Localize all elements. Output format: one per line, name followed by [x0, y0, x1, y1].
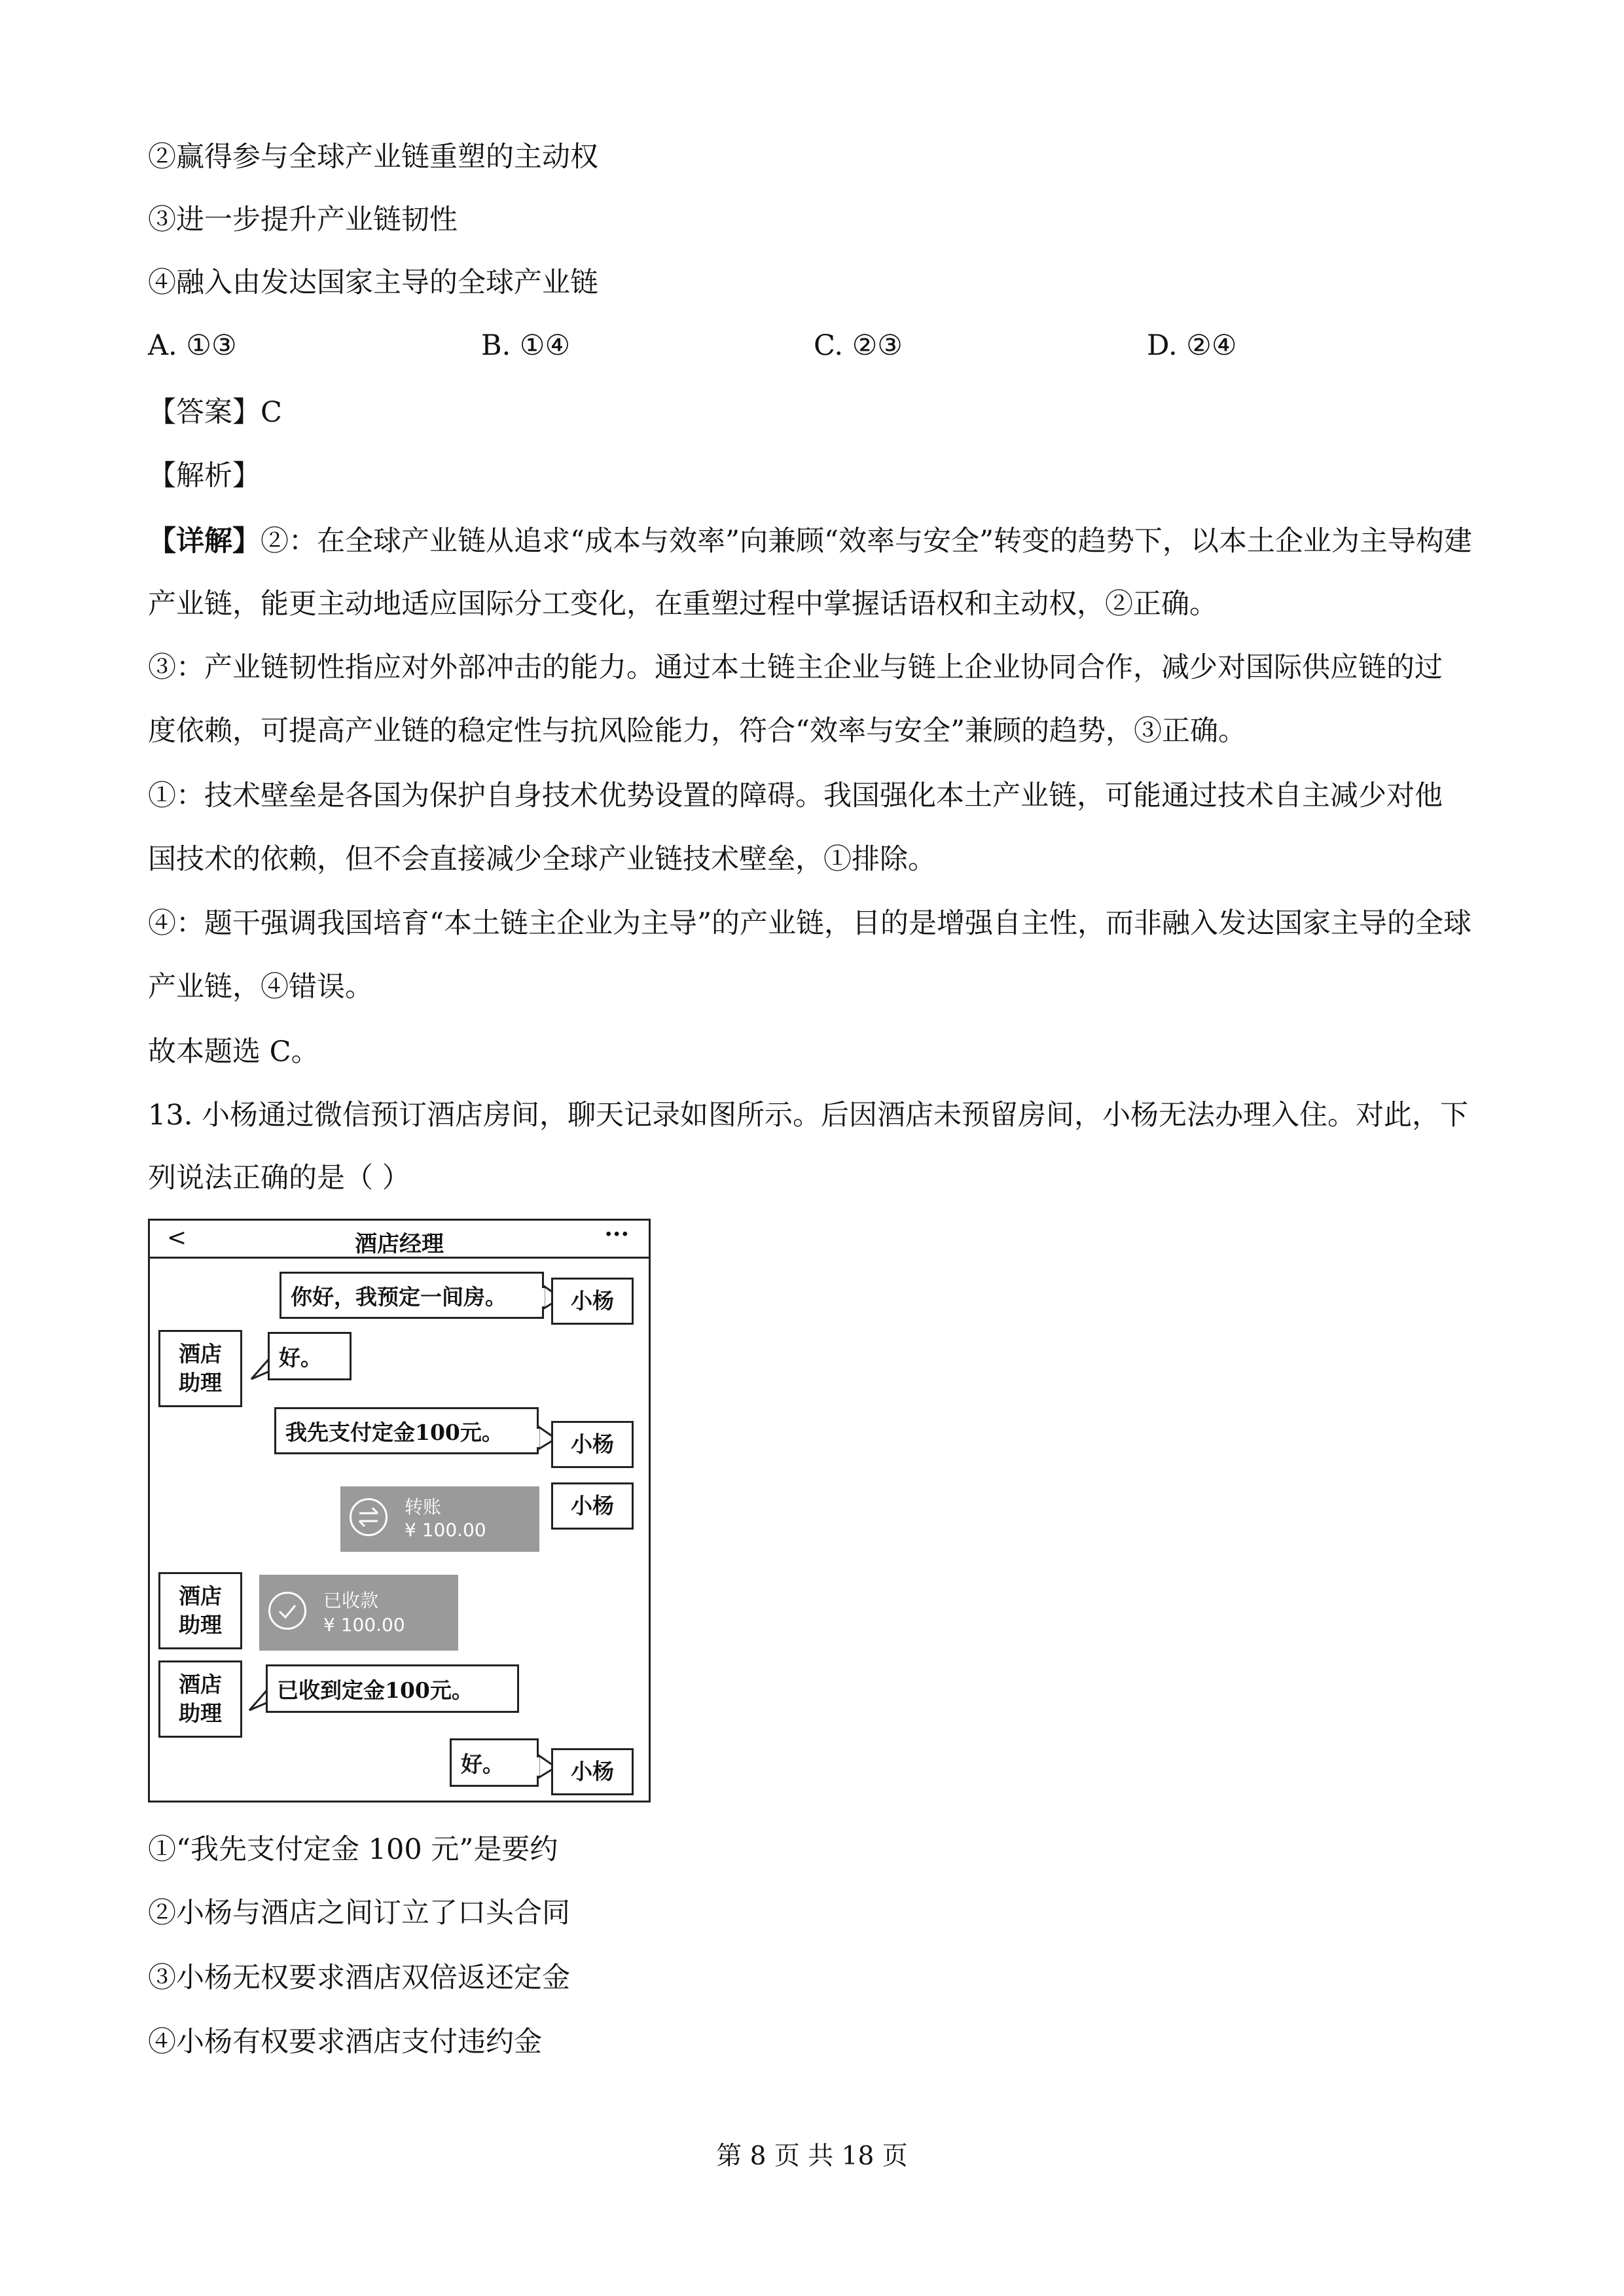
back-icon[interactable]: <	[167, 1225, 187, 1251]
received-amount: ¥ 100.00	[323, 1614, 405, 1636]
detail-paragraph-2b: 度依赖，可提高产业链的稳定性与抗风险能力，符合“效率与安全”兼顾的趋势，③正确。	[148, 715, 1246, 747]
avatar-user: 小杨	[551, 1748, 634, 1795]
option-line-2: ②赢得参与全球产业链重塑的主动权	[148, 141, 598, 173]
page-footer: 第 8 页 共 18 页	[716, 2142, 908, 2171]
message-user-1: 你好，我预定一间房。	[280, 1272, 544, 1319]
received-card[interactable]	[259, 1575, 458, 1651]
statement-1: ①“我先支付定金 100 元”是要约	[148, 1833, 558, 1866]
avatar-user: 小杨	[551, 1482, 634, 1530]
option-line-3: ③进一步提升产业链韧性	[148, 204, 458, 236]
detail-paragraph-1b: 产业链，能更主动地适应国际分工变化，在重塑过程中掌握话语权和主动权，②正确。	[148, 588, 1218, 620]
chat-header	[150, 1221, 649, 1259]
avatar-label-line-1: 酒店	[179, 1341, 222, 1367]
choice-b: B. ①④	[481, 329, 571, 362]
check-icon	[268, 1592, 306, 1630]
transfer-card[interactable]	[340, 1486, 539, 1552]
transfer-amount: ¥ 100.00	[405, 1519, 486, 1541]
transfer-icon	[350, 1498, 388, 1536]
choice-c: C. ②③	[814, 329, 903, 362]
choice-a: A. ①③	[148, 329, 237, 362]
avatar-hotel-assistant	[158, 1330, 242, 1407]
avatar-label-line-2: 助理	[179, 1700, 222, 1726]
detail-paragraph-2a: ③：产业链韧性指应对外部冲击的能力。通过本土链主企业与链上企业协同合作，减少对国际供应链的过	[148, 651, 1443, 684]
avatar-hotel-assistant	[158, 1660, 242, 1738]
detail-paragraph-4b: 产业链，④错误。	[148, 971, 373, 1003]
detail-paragraph-3b: 国技术的依赖，但不会直接减少全球产业链技术壁垒，①排除。	[148, 843, 936, 876]
chat-title: 酒店经理	[355, 1231, 444, 1257]
message-user-3: 好。	[450, 1738, 539, 1787]
avatar-label-line-1: 酒店	[179, 1583, 222, 1609]
message-user-2: 我先支付定金100元。	[274, 1407, 539, 1454]
avatar-label-line-1: 酒店	[179, 1672, 222, 1697]
detail-paragraph-1a	[148, 522, 1472, 561]
transfer-label: 转账	[405, 1496, 442, 1518]
detail-text: ②：在全球产业链从追求“成本与效率”向兼顾“效率与安全”转变的趋势下，以本土企业为主导构建	[261, 525, 1472, 558]
detail-paragraph-3a: ①：技术壁垒是各国为保护自身技术优势设置的障碍。我国强化本土产业链，可能通过技术自主减少对他	[148, 780, 1443, 812]
detail-label: 【详解】	[148, 525, 261, 558]
message-assistant-2: 已收到定金100元。	[266, 1664, 519, 1713]
statement-4: ④小杨有权要求酒店支付违约金	[148, 2026, 542, 2058]
statement-3: ③小杨无权要求酒店双倍返还定金	[148, 1962, 570, 1994]
statement-2: ②小杨与酒店之间订立了口头合同	[148, 1897, 570, 1929]
message-assistant-1: 好。	[268, 1332, 352, 1380]
question-13-line-2: 列说法正确的是（ ）	[148, 1162, 410, 1194]
received-label: 已收款	[323, 1590, 379, 1611]
analysis-heading: 【解析】	[148, 459, 261, 492]
avatar-label-line-2: 助理	[179, 1612, 222, 1638]
avatar-user: 小杨	[551, 1421, 634, 1468]
avatar-hotel-assistant	[158, 1572, 242, 1649]
option-line-4: ④融入由发达国家主导的全球产业链	[148, 266, 598, 299]
conclusion: 故本题选 C。	[148, 1035, 319, 1068]
answer: 【答案】C	[148, 396, 282, 429]
choice-d: D. ②④	[1147, 329, 1237, 362]
avatar-user: 小杨	[551, 1278, 634, 1325]
question-13-line-1: 13. 小杨通过微信预订酒店房间，聊天记录如图所示。后因酒店未预留房间，小杨无法办理入住。对此，下	[148, 1099, 1469, 1132]
avatar-label-line-2: 助理	[179, 1370, 222, 1395]
detail-paragraph-4a: ④：题干强调我国培育“本土链主企业为主导”的产业链，目的是增强自主性，而非融入发达国家主导的全球	[148, 907, 1471, 940]
more-icon[interactable]: ···	[604, 1221, 629, 1248]
wechat-chat-figure	[148, 1219, 651, 1803]
